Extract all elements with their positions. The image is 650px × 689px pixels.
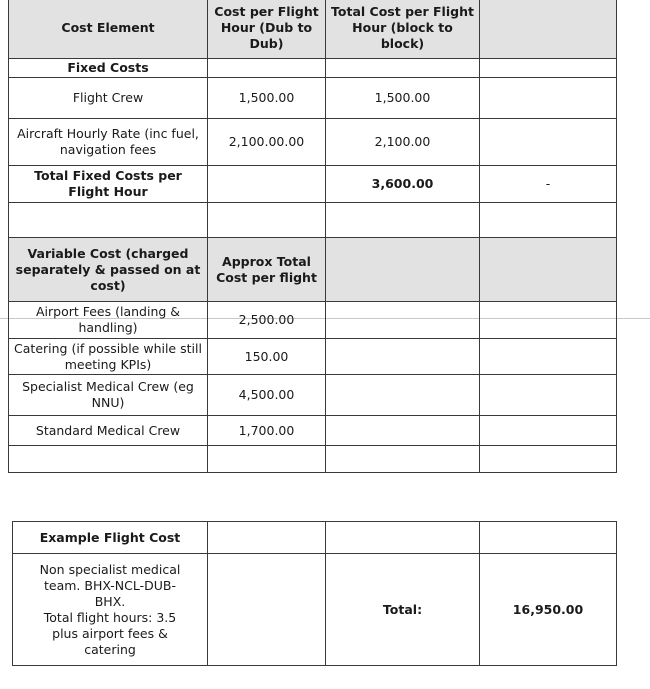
header-cost-per-flight-hour: Cost per Flight Hour (Dub to Dub): [208, 0, 326, 59]
description-line: Total flight hours: 3.5: [43, 609, 177, 625]
table-row: [9, 339, 617, 375]
total-fixed-row: [9, 166, 617, 203]
approx-cost-cell: 150.00: [208, 339, 326, 375]
example-body-row: [13, 554, 617, 666]
row-label: Aircraft Hourly Rate (inc fuel, navigation fees: [9, 119, 208, 166]
cost-per-hour-cell: 1,500.00: [208, 78, 326, 119]
example-total-label: Total:: [326, 554, 480, 666]
total-fixed-value: 3,600.00: [326, 166, 480, 203]
table-row: [9, 119, 617, 166]
example-flight-cost-title: Example Flight Cost: [13, 522, 208, 554]
variable-cost-heading: Variable Cost (charged separately & passed on at cost): [9, 238, 208, 302]
cost-per-hour-cell: 2,100.00.00: [208, 119, 326, 166]
example-flight-description: [13, 554, 208, 666]
variable-cost-header-row: [9, 238, 617, 302]
row-label: Flight Crew: [9, 78, 208, 119]
total-fixed-dash: -: [480, 166, 617, 203]
example-header-row: [13, 522, 617, 554]
description-line: team. BHX-NCL-DUB-: [44, 577, 176, 593]
description-line: BHX.: [94, 593, 126, 609]
approx-total-heading: Approx Total Cost per flight: [208, 238, 326, 302]
description-line: plus airport fees &: [52, 625, 168, 641]
row-label: Standard Medical Crew: [9, 416, 208, 446]
spacer-row: [9, 446, 617, 473]
example-flight-cost-table: [12, 521, 617, 666]
header-empty-cell: [480, 0, 617, 59]
table-row: [9, 416, 617, 446]
total-fixed-label: Total Fixed Costs per Flight Hour: [9, 166, 208, 203]
description-line: Non specialist medical: [39, 561, 181, 577]
total-cost-cell: 1,500.00: [326, 78, 480, 119]
description-line: catering: [84, 641, 136, 657]
cost-table-header-row: [9, 0, 617, 59]
spacer-row: [9, 203, 617, 238]
header-total-cost-per-flight-hour: Total Cost per Flight Hour (block to block): [326, 0, 480, 59]
approx-cost-cell: 4,500.00: [208, 375, 326, 416]
table-row: [9, 375, 617, 416]
row-label: Catering (if possible while still meeting KPIs): [9, 339, 208, 375]
row-label: Airport Fees (landing & handling): [9, 302, 208, 339]
total-cost-cell: 2,100.00: [326, 119, 480, 166]
cost-table: [8, 0, 617, 473]
header-cost-element: Cost Element: [9, 0, 208, 59]
row-label: Specialist Medical Crew (eg NNU): [9, 375, 208, 416]
table-row: [9, 78, 617, 119]
fixed-costs-heading-row: [9, 59, 617, 78]
example-total-value: 16,950.00: [480, 554, 617, 666]
table-row: [9, 302, 617, 339]
fixed-costs-heading: Fixed Costs: [9, 59, 208, 78]
approx-cost-cell: 1,700.00: [208, 416, 326, 446]
approx-cost-cell: 2,500.00: [208, 302, 326, 339]
